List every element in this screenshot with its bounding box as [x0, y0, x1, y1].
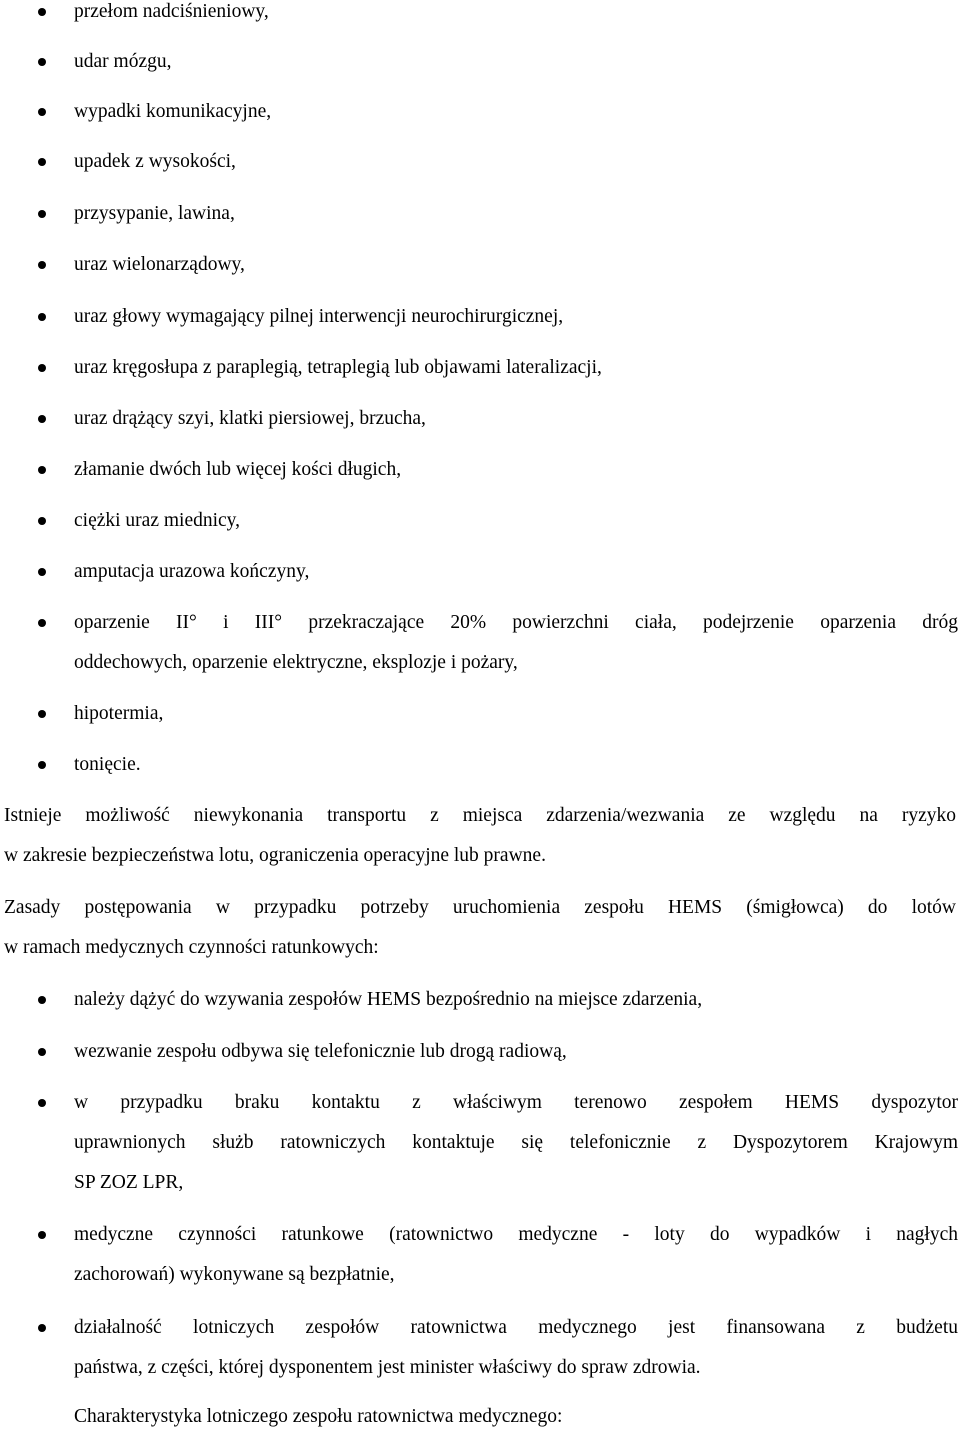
list-item: amputacja urazowa kończyny,: [74, 561, 310, 582]
bullet-icon: [38, 710, 46, 718]
bullet-icon: [38, 1324, 46, 1332]
list-item-continuation: zachorowań) wykonywane są bezpłatnie,: [74, 1264, 395, 1285]
bullet-icon: [38, 261, 46, 269]
bullet-icon: [38, 466, 46, 474]
list-item: uraz głowy wymagający pilnej interwencji neurochirurgicznej,: [74, 306, 564, 327]
paragraph-line: Zasady postępowania w przypadku potrzeby uruchomienia zespołu HEMS (śmigłowca) do lotów: [4, 897, 956, 918]
bullet-icon: [38, 761, 46, 769]
bullet-icon: [38, 517, 46, 525]
bullet-icon: [38, 1231, 46, 1239]
bullet-icon: [38, 210, 46, 218]
list-item: w przypadku braku kontaktu z właściwym terenowo zespołem HEMS dyspozytor: [74, 1092, 958, 1113]
list-item: należy dążyć do wzywania zespołów HEMS bezpośrednio na miejsce zdarzenia,: [74, 989, 703, 1010]
list-item-continuation: uprawnionych służb ratowniczych kontaktuje się telefonicznie z Dyspozytorem Krajowym: [74, 1132, 958, 1153]
bullet-icon: [38, 568, 46, 576]
paragraph-line: Istnieje możliwość niewykonania transportu z miejsca zdarzenia/wezwania ze względu na ryzyko: [4, 805, 956, 826]
bullet-icon: [38, 364, 46, 372]
bullet-icon: [38, 108, 46, 116]
bullet-icon: [38, 1048, 46, 1056]
list-item-continuation: oddechowych, oparzenie elektryczne, eksplozje i pożary,: [74, 652, 518, 673]
list-item: upadek z wysokości,: [74, 151, 236, 172]
list-item: przysypanie, lawina,: [74, 203, 235, 224]
list-item: medyczne czynności ratunkowe (ratownictwo medyczne - loty do wypadków i nagłych: [74, 1224, 958, 1245]
list-item: ciężki uraz miednicy,: [74, 510, 241, 531]
list-item: tonięcie.: [74, 754, 141, 775]
bullet-icon: [38, 415, 46, 423]
bullet-icon: [38, 1099, 46, 1107]
list-item: przełom nadciśnieniowy,: [74, 1, 269, 22]
bullet-icon: [38, 619, 46, 627]
list-item: wezwanie zespołu odbywa się telefonicznie lub drogą radiową,: [74, 1041, 567, 1062]
bullet-icon: [38, 313, 46, 321]
bullet-icon: [38, 8, 46, 16]
list-item: działalność lotniczych zespołów ratownictwa medycznego jest finansowana z budżetu: [74, 1317, 958, 1338]
paragraph-line: w zakresie bezpieczeństwa lotu, ograniczenia operacyjne lub prawne.: [4, 845, 546, 866]
list-item-continuation: państwa, z części, której dysponentem jest minister właściwy do spraw zdrowia.: [74, 1357, 701, 1378]
list-item: udar mózgu,: [74, 51, 172, 72]
paragraph-line: w ramach medycznych czynności ratunkowych:: [4, 937, 379, 958]
list-item: uraz wielonarządowy,: [74, 254, 245, 275]
bullet-icon: [38, 996, 46, 1004]
bullet-icon: [38, 58, 46, 66]
list-item: uraz drążący szyi, klatki piersiowej, brzucha,: [74, 408, 426, 429]
list-item: wypadki komunikacyjne,: [74, 101, 272, 122]
list-item: oparzenie II° i III° przekraczające 20% powierzchni ciała, podejrzenie oparzenia dróg: [74, 612, 958, 633]
list-item-continuation: SP ZOZ LPR,: [74, 1172, 184, 1193]
section-heading: Charakterystyka lotniczego zespołu ratownictwa medycznego:: [74, 1406, 563, 1427]
bullet-icon: [38, 158, 46, 166]
list-item: hipotermia,: [74, 703, 164, 724]
list-item: uraz kręgosłupa z paraplegią, tetraplegią lub objawami lateralizacji,: [74, 357, 602, 378]
list-item: złamanie dwóch lub więcej kości długich,: [74, 459, 402, 480]
